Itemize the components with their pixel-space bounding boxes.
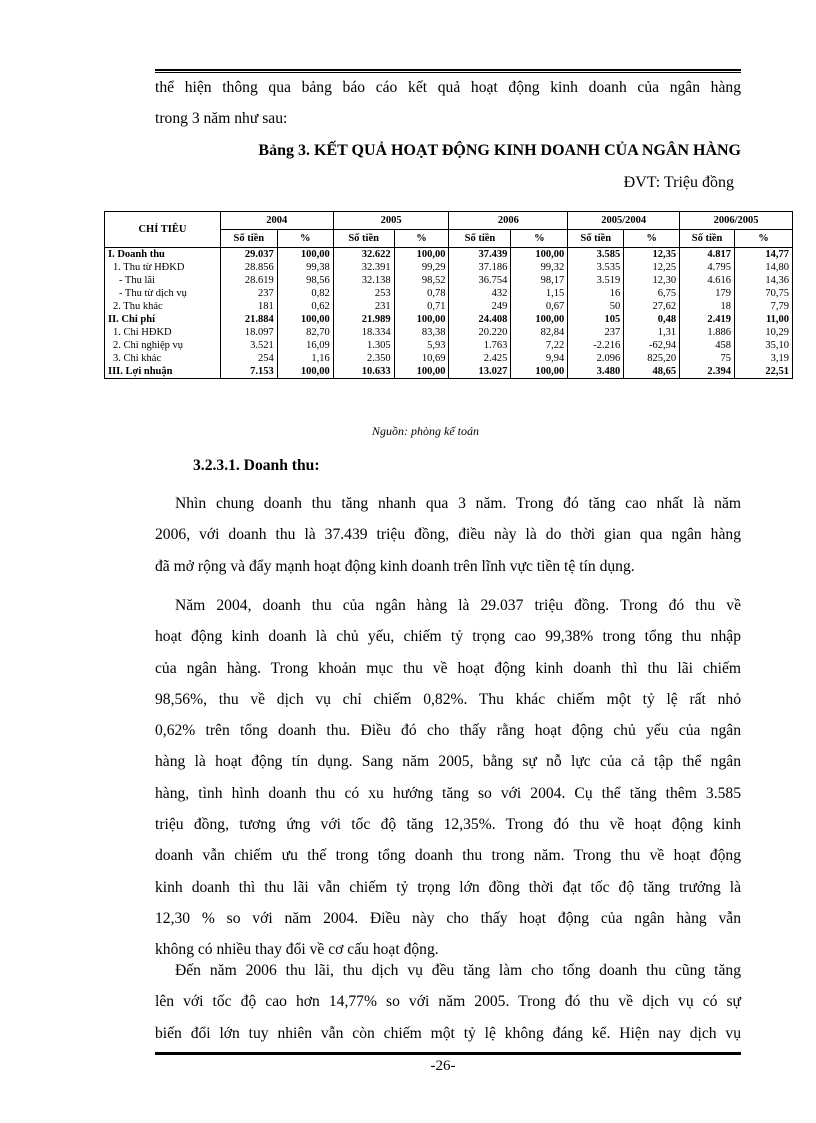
percent-cell: 82,70 bbox=[277, 326, 333, 339]
row-label: - Thu lãi bbox=[105, 274, 221, 287]
row-label: III. Lợi nhuận bbox=[105, 365, 221, 379]
percent-cell: -62,94 bbox=[624, 339, 680, 352]
percent-cell: 10,29 bbox=[735, 326, 793, 339]
text-line: 2006, với doanh thu là 37.439 triệu đồng, điều này là do thời gian qua ngân hàng bbox=[155, 526, 741, 544]
text-line: triệu đồng, tương ứng với tốc độ tăng 12,35%. Trong đó thu về hoạt động kinh bbox=[155, 816, 741, 834]
intro-paragraph bbox=[155, 72, 741, 135]
amount-cell: 2.096 bbox=[568, 352, 624, 365]
amount-cell: 16 bbox=[568, 287, 624, 300]
text-line: không có nhiều thay đổi về cơ cấu hoạt động. bbox=[155, 941, 439, 959]
row-label: 1. Chi HĐKD bbox=[105, 326, 221, 339]
header-amount: Số tiền bbox=[449, 230, 511, 248]
percent-cell: 12,25 bbox=[624, 261, 680, 274]
row-label: 2. Chi nghiệp vụ bbox=[105, 339, 221, 352]
percent-cell: 100,00 bbox=[511, 313, 568, 326]
percent-cell: 100,00 bbox=[394, 313, 449, 326]
percent-cell: 82,84 bbox=[511, 326, 568, 339]
percent-cell: 100,00 bbox=[394, 365, 449, 379]
paragraph-3 bbox=[155, 955, 741, 1049]
table-row bbox=[105, 365, 793, 379]
header-year: 2004 bbox=[220, 212, 333, 230]
header-amount: Số tiền bbox=[680, 230, 735, 248]
percent-cell: 22,51 bbox=[735, 365, 793, 379]
row-label: - Thu từ dịch vụ bbox=[105, 287, 221, 300]
amount-cell: 20.220 bbox=[449, 326, 511, 339]
row-label: II. Chi phí bbox=[105, 313, 221, 326]
amount-cell: 37.439 bbox=[449, 248, 511, 262]
amount-cell: 237 bbox=[568, 326, 624, 339]
percent-cell: 14,77 bbox=[735, 248, 793, 262]
section-heading: 3.2.3.1. Doanh thu: bbox=[193, 457, 320, 474]
amount-cell: 32.622 bbox=[333, 248, 394, 262]
table-row bbox=[105, 274, 793, 287]
header-year: 2006 bbox=[449, 212, 568, 230]
header-percent: % bbox=[394, 230, 449, 248]
paragraph-1 bbox=[155, 488, 741, 582]
percent-cell: 6,75 bbox=[624, 287, 680, 300]
percent-cell: 100,00 bbox=[511, 365, 568, 379]
percent-cell: 0,71 bbox=[394, 300, 449, 313]
amount-cell: 181 bbox=[220, 300, 277, 313]
text-line: hoạt động kinh doanh là chủ yếu, chiếm tỷ trọng cao 99,38% trong tổng thu nhập bbox=[155, 628, 741, 646]
amount-cell: 24.408 bbox=[449, 313, 511, 326]
amount-cell: 4.795 bbox=[680, 261, 735, 274]
text-line: doanh vẫn chiếm ưu thế trong tổng doanh thu trong năm. Trong thu về hoạt động bbox=[155, 847, 741, 865]
business-results-table bbox=[104, 211, 793, 379]
text-line: Năm 2004, doanh thu của ngân hàng là 29.037 triệu đồng. Trong đó thu về bbox=[175, 597, 741, 614]
amount-cell: 2.394 bbox=[680, 365, 735, 379]
row-label: I. Doanh thu bbox=[105, 248, 221, 262]
percent-cell: 9,94 bbox=[511, 352, 568, 365]
row-label: 3. Chi khác bbox=[105, 352, 221, 365]
percent-cell: 0,62 bbox=[277, 300, 333, 313]
percent-cell: 12,30 bbox=[624, 274, 680, 287]
header-amount: Số tiền bbox=[333, 230, 394, 248]
percent-cell: 0,67 bbox=[511, 300, 568, 313]
text-line: đã mở rộng và đẩy mạnh hoạt động kinh doanh trên lĩnh vực tiền tệ tín dụng. bbox=[155, 557, 635, 575]
table-row bbox=[105, 248, 793, 262]
row-label: 1. Thu từ HĐKD bbox=[105, 261, 221, 274]
percent-cell: 14,80 bbox=[735, 261, 793, 274]
percent-cell: 100,00 bbox=[277, 248, 333, 262]
amount-cell: 29.037 bbox=[220, 248, 277, 262]
amount-cell: 21.989 bbox=[333, 313, 394, 326]
percent-cell: 0,78 bbox=[394, 287, 449, 300]
percent-cell: 98,52 bbox=[394, 274, 449, 287]
header-year: 2006/2005 bbox=[680, 212, 793, 230]
amount-cell: 249 bbox=[449, 300, 511, 313]
amount-cell: 13.027 bbox=[449, 365, 511, 379]
percent-cell: 5,93 bbox=[394, 339, 449, 352]
amount-cell: 37.186 bbox=[449, 261, 511, 274]
amount-cell: 253 bbox=[333, 287, 394, 300]
text-line: 12,30 % so với năm 2004. Điều này cho thấy hoạt động của ngân hàng vẫn bbox=[155, 909, 741, 927]
amount-cell: 458 bbox=[680, 339, 735, 352]
text-line: Nhìn chung doanh thu tăng nhanh qua 3 năm. Trong đó tăng cao nhất là năm bbox=[175, 495, 741, 512]
percent-cell: 1,16 bbox=[277, 352, 333, 365]
percent-cell: 100,00 bbox=[511, 248, 568, 262]
amount-cell: 179 bbox=[680, 287, 735, 300]
percent-cell: 48,65 bbox=[624, 365, 680, 379]
header-amount: Số tiền bbox=[568, 230, 624, 248]
amount-cell: 2.419 bbox=[680, 313, 735, 326]
footer-rule bbox=[155, 1052, 741, 1055]
amount-cell: 1.763 bbox=[449, 339, 511, 352]
amount-cell: 3.535 bbox=[568, 261, 624, 274]
table-title: Bảng 3. KẾT QUẢ HOẠT ĐỘNG KINH DOANH CỦA NGÂN HÀNG bbox=[258, 142, 741, 159]
percent-cell: 825,20 bbox=[624, 352, 680, 365]
percent-cell: 16,09 bbox=[277, 339, 333, 352]
percent-cell: 1,15 bbox=[511, 287, 568, 300]
table-row bbox=[105, 313, 793, 326]
amount-cell: 4.616 bbox=[680, 274, 735, 287]
amount-cell: 3.519 bbox=[568, 274, 624, 287]
percent-cell: 10,69 bbox=[394, 352, 449, 365]
percent-cell: 98,17 bbox=[511, 274, 568, 287]
percent-cell: 99,29 bbox=[394, 261, 449, 274]
percent-cell: 7,79 bbox=[735, 300, 793, 313]
table-row bbox=[105, 300, 793, 313]
amount-cell: 4.817 bbox=[680, 248, 735, 262]
percent-cell: 7,22 bbox=[511, 339, 568, 352]
amount-cell: 18.097 bbox=[220, 326, 277, 339]
amount-cell: 7.153 bbox=[220, 365, 277, 379]
table-source: Nguồn: phòng kế toán bbox=[372, 424, 479, 438]
header-amount: Số tiền bbox=[220, 230, 277, 248]
percent-cell: 99,32 bbox=[511, 261, 568, 274]
amount-cell: 32.138 bbox=[333, 274, 394, 287]
header-percent: % bbox=[735, 230, 793, 248]
percent-cell: 35,10 bbox=[735, 339, 793, 352]
text-line: Đến năm 2006 thu lãi, thu dịch vụ đều tăng làm cho tổng doanh thu cũng tăng bbox=[175, 962, 741, 979]
row-label: 2. Thu khác bbox=[105, 300, 221, 313]
amount-cell: 2.425 bbox=[449, 352, 511, 365]
text-line: của ngân hàng. Trong khoản mục thu về hoạt động kinh doanh thì thu lãi chiếm bbox=[155, 659, 741, 677]
header-year: 2005 bbox=[333, 212, 449, 230]
text-line: biến đổi lớn tuy nhiên vẫn còn chiếm một tỷ lệ không đáng kể. Hiện nay dịch vụ bbox=[155, 1024, 741, 1042]
text-line: trong 3 năm như sau: bbox=[155, 110, 288, 128]
amount-cell: 254 bbox=[220, 352, 277, 365]
amount-cell: 75 bbox=[680, 352, 735, 365]
text-line: hàng là hoạt động tín dụng. Sang năm 2005, bằng sự nỗ lực của cả tập thể ngân bbox=[155, 753, 741, 771]
table-row bbox=[105, 287, 793, 300]
percent-cell: 98,56 bbox=[277, 274, 333, 287]
amount-cell: 432 bbox=[449, 287, 511, 300]
amount-cell: 3.585 bbox=[568, 248, 624, 262]
text-line: lên với tốc độ cao hơn 14,77% so với năm 2005. Trong đó thu về dịch vụ có sự bbox=[155, 993, 741, 1011]
amount-cell: 3.480 bbox=[568, 365, 624, 379]
percent-cell: 14,36 bbox=[735, 274, 793, 287]
percent-cell: 83,38 bbox=[394, 326, 449, 339]
amount-cell: 50 bbox=[568, 300, 624, 313]
amount-cell: 10.633 bbox=[333, 365, 394, 379]
percent-cell: 1,31 bbox=[624, 326, 680, 339]
header-year: 2005/2004 bbox=[568, 212, 680, 230]
percent-cell: 100,00 bbox=[394, 248, 449, 262]
amount-cell: 28.856 bbox=[220, 261, 277, 274]
percent-cell: 3,19 bbox=[735, 352, 793, 365]
table-row bbox=[105, 326, 793, 339]
unit-label: ĐVT: Triệu đồng bbox=[623, 174, 734, 191]
text-line: kinh doanh thì thu lãi vẫn chiếm tỷ trọng lớn đồng thời đạt tốc độ tăng trưởng là bbox=[155, 878, 741, 896]
amount-cell: 36.754 bbox=[449, 274, 511, 287]
amount-cell: -2.216 bbox=[568, 339, 624, 352]
amount-cell: 237 bbox=[220, 287, 277, 300]
amount-cell: 2.350 bbox=[333, 352, 394, 365]
header-rule bbox=[155, 69, 741, 71]
amount-cell: 1.305 bbox=[333, 339, 394, 352]
percent-cell: 0,48 bbox=[624, 313, 680, 326]
percent-cell: 100,00 bbox=[277, 313, 333, 326]
amount-cell: 18 bbox=[680, 300, 735, 313]
table-row bbox=[105, 261, 793, 274]
header-percent: % bbox=[624, 230, 680, 248]
amount-cell: 3.521 bbox=[220, 339, 277, 352]
percent-cell: 12,35 bbox=[624, 248, 680, 262]
text-line: 0,62% trên tổng doanh thu. Điều đó cho thấy rằng hoạt động chủ yếu của ngân bbox=[155, 722, 741, 740]
table-row bbox=[105, 352, 793, 365]
table-row bbox=[105, 339, 793, 352]
amount-cell: 18.334 bbox=[333, 326, 394, 339]
header-percent: % bbox=[511, 230, 568, 248]
amount-cell: 231 bbox=[333, 300, 394, 313]
amount-cell: 28.619 bbox=[220, 274, 277, 287]
text-line: hàng, tình hình doanh thu có xu hướng tăng so với 2004. Cụ thể tăng thêm 3.585 bbox=[155, 784, 741, 802]
amount-cell: 21.884 bbox=[220, 313, 277, 326]
paragraph-2 bbox=[155, 590, 741, 966]
amount-cell: 105 bbox=[568, 313, 624, 326]
page-number: -26- bbox=[430, 1058, 456, 1074]
percent-cell: 100,00 bbox=[277, 365, 333, 379]
amount-cell: 32.391 bbox=[333, 261, 394, 274]
percent-cell: 0,82 bbox=[277, 287, 333, 300]
text-line: 98,56%, thu về dịch vụ chỉ chiếm 0,82%. Thu khác chiếm một tỷ lệ rất nhỏ bbox=[155, 690, 741, 708]
header-percent: % bbox=[277, 230, 333, 248]
percent-cell: 27,62 bbox=[624, 300, 680, 313]
percent-cell: 99,38 bbox=[277, 261, 333, 274]
percent-cell: 70,75 bbox=[735, 287, 793, 300]
amount-cell: 1.886 bbox=[680, 326, 735, 339]
header-item: CHỈ TIÊU bbox=[105, 212, 221, 248]
text-line: thể hiện thông qua bảng báo cáo kết quả hoạt động kinh doanh của ngân hàng bbox=[155, 79, 741, 96]
percent-cell: 11,00 bbox=[735, 313, 793, 326]
